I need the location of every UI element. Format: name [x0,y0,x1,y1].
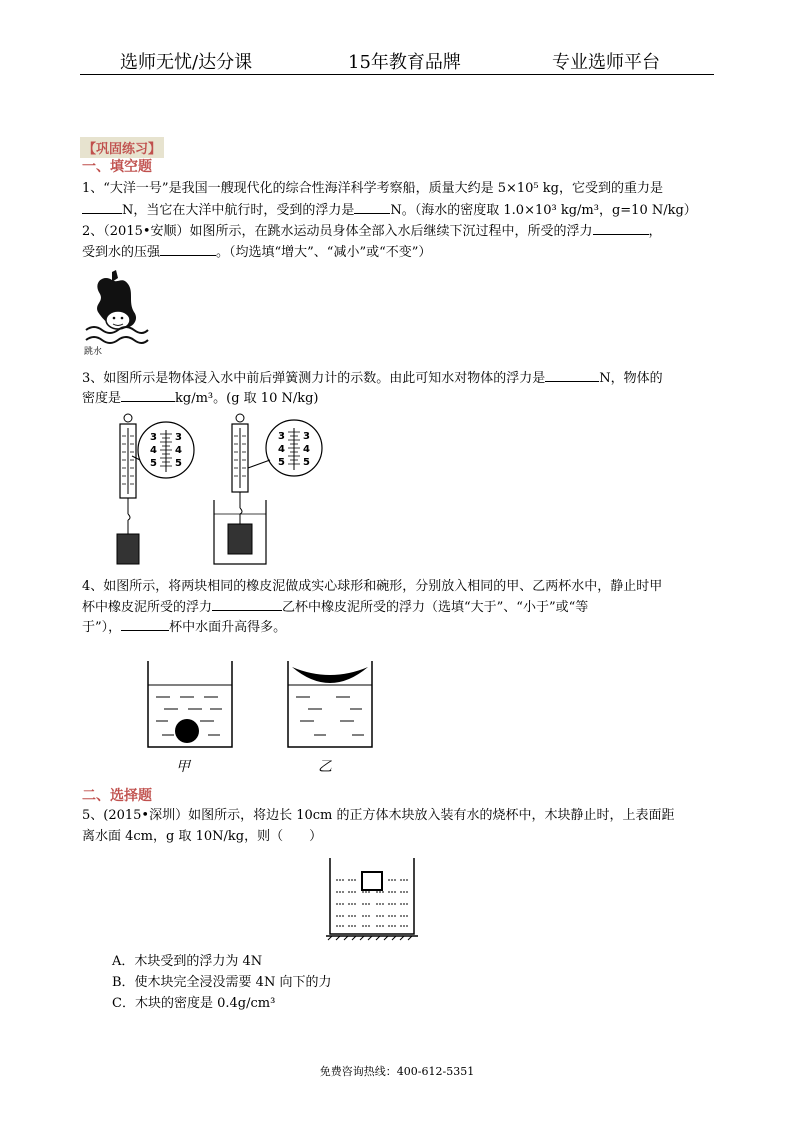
blank[interactable] [121,618,169,631]
scale-right-4r: 4 [303,444,310,455]
scale-left-4: 4 [150,445,157,456]
q5-line2: 离水面 4cm，g 取 10N/kg，则（ ） [82,829,323,844]
q5-line1: 5、(2015•深圳）如图所示，将边长 10cm 的正方体木块放入装有水的烧杯中，木块静止时，上表面距 [82,808,675,823]
section2-title: 二、选择题 [82,788,152,804]
q2-line1-text: 2、（2015•安顺）如图所示，在跳水运动员身体全部入水后继续下沉过程中，所受的浮力 [82,224,593,239]
section-tag: 【巩固练习】 [80,137,164,158]
q4-line2a: 杯中橡皮泥所受的浮力 [82,600,213,615]
q2-line2 [82,243,431,262]
q2-line2a: 受到水的压强 [82,245,161,260]
beakers-figure [140,655,380,775]
header-center: 15年教育品牌 [348,52,461,73]
scale-left-3r: 3 [175,432,182,443]
q1-line2b: N。（海水的密度取 1.0×10³ kg/m³，g=10 N/kg） [390,203,697,218]
diver-figure [82,272,152,358]
q2-line1 [82,222,662,241]
scale-left-5: 5 [150,458,157,469]
scale-right-3r: 3 [303,431,310,442]
scale-left-5r: 5 [175,458,182,469]
scale-right-5: 5 [278,457,285,468]
beaker-b [288,661,372,775]
blank[interactable] [545,369,599,382]
q3-line1a: 3、如图所示是物体浸入水中前后弹簧测力计的示数。由此可知水对物体的浮力是 [82,371,546,386]
q3-line1 [82,369,663,388]
q4-line3b: 杯中水面升高得多。 [169,620,287,635]
scale-right-4: 4 [278,444,285,455]
spring-scale-left [117,414,139,564]
q2-line2b: 。（均选填“增大”、“减小”或“不变”） [216,245,432,260]
spring-scale-figure [108,412,348,572]
beaker-block-figure [326,856,422,942]
q4-line3 [82,618,286,637]
q4-line2b: 乙杯中橡皮泥所受的浮力（选填“大于”、“小于”或“等 [282,600,589,615]
q1-line2a: N，当它在大洋中航行时，受到的浮力是 [122,203,355,218]
q5-option-a: A．木块受到的浮力为 4N [112,954,263,969]
q3-line2b: kg/m³。(g 取 10 N/kg) [175,391,319,406]
label-yi: 乙 [318,759,332,775]
header-right: 专业选师平台 [552,52,660,73]
blank[interactable] [593,222,649,235]
blank[interactable] [82,201,122,214]
q2-line1-end: ， [648,224,662,239]
blank[interactable] [160,243,216,256]
scale-right-5r: 5 [303,457,310,468]
header-rule [80,74,714,75]
spring-scale-right [214,414,266,564]
q3-line1b: N，物体的 [599,371,663,386]
q3-line2a: 密度是 [82,391,122,406]
scale-left-4r: 4 [175,445,182,456]
blank[interactable] [121,389,175,402]
section1-title: 一、填空题 [82,159,152,175]
q4-line1: 4、如图所示，将两块相同的橡皮泥做成实心球形和碗形，分别放入相同的甲、乙两杯水中，静止时甲 [82,579,663,594]
q5-option-c: C．木块的密度是 0.4g/cm³ [112,996,276,1011]
q1-line2 [82,201,697,220]
q5-option-b: B．使木块完全浸没需要 4N 向下的力 [112,975,332,990]
q1-line1: 1、“大洋一号”是我国一艘现代化的综合性海洋科学考察船，质量大约是 5×10⁵ kg，它受到的重力是 [82,181,663,196]
header-left: 选师无忧/达分课 [120,52,253,73]
blank[interactable] [212,598,282,611]
diver-caption: 跳水 [84,347,103,357]
q3-line2 [82,389,319,408]
footer-hotline: 免费咨询热线：400-612-5351 [319,1065,475,1078]
blank[interactable] [354,201,390,214]
scale-right-3: 3 [278,431,285,442]
q4-line3a: 于”）， [82,620,122,635]
q4-line2 [82,598,588,617]
beaker-a [148,661,232,775]
label-jia: 甲 [176,759,190,775]
scale-left-3: 3 [150,432,157,443]
